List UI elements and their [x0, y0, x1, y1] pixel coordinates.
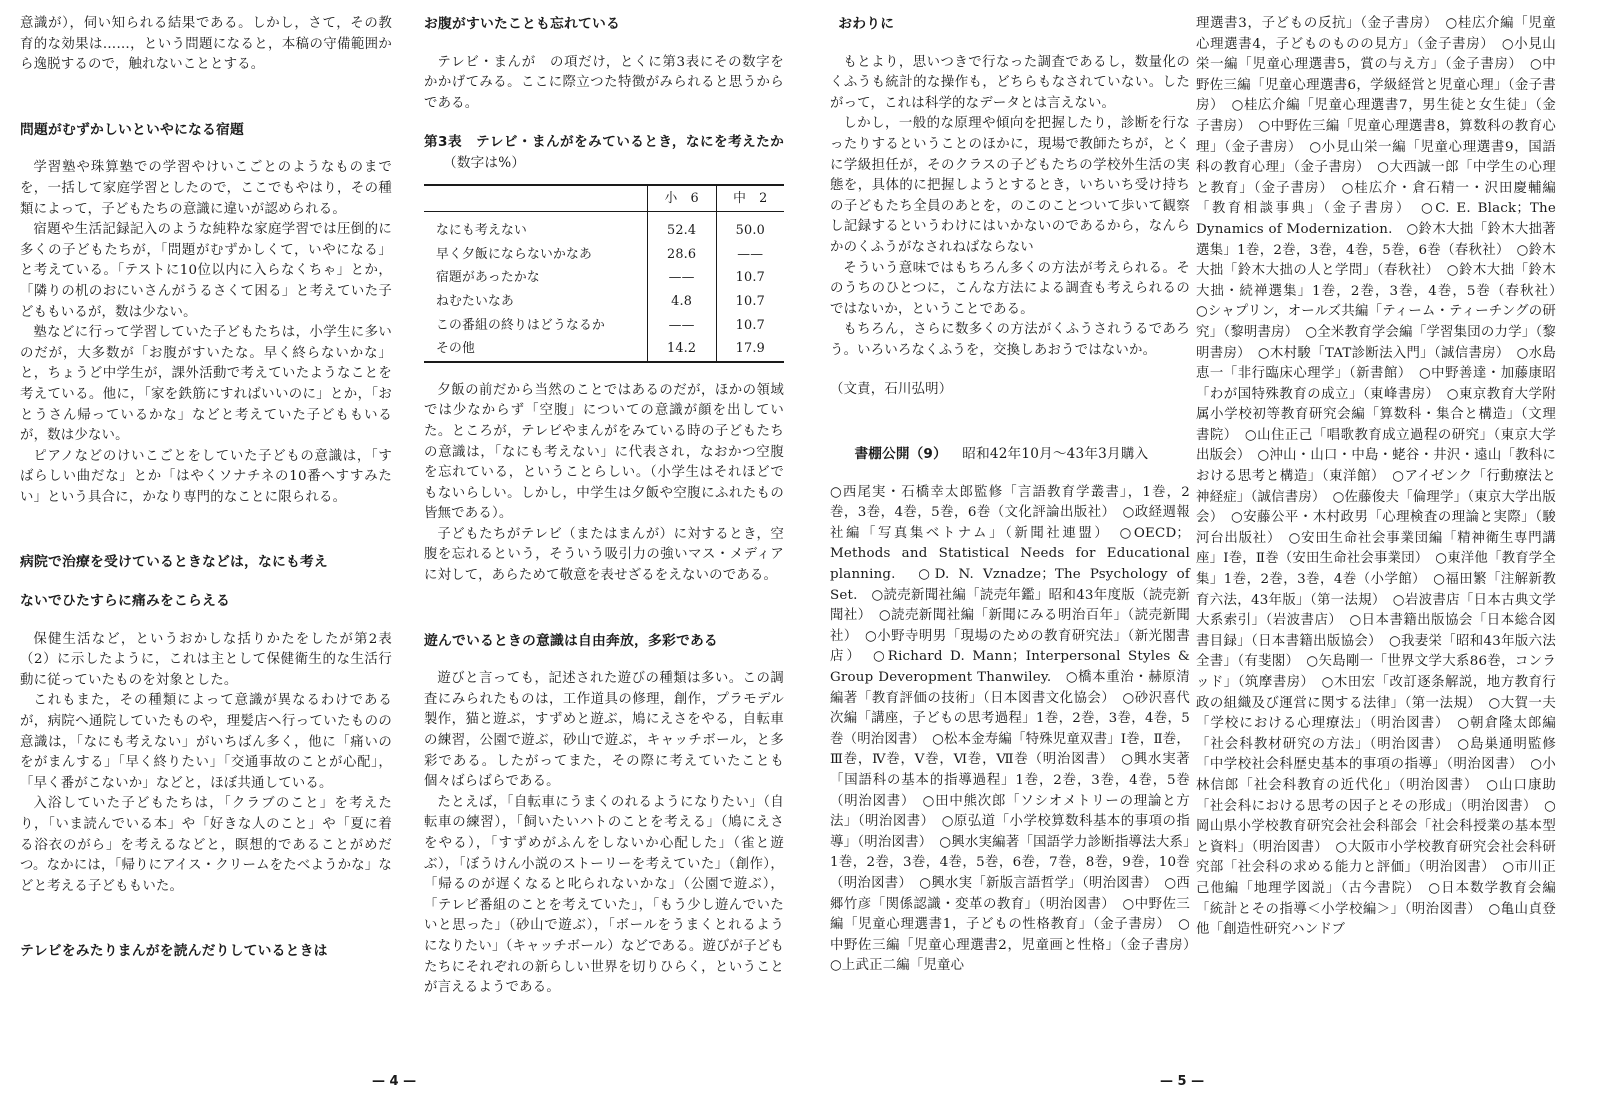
paragraph: これもまた，その種類によって意識が異なるわけであるが，病院へ通院していたものや，理髪店へ行っていたものの意識は，「なにも考えない」がいちばん多く，他に「痛いのをがまんする」「早く終りたい」「交通事故のことが心配」，「早く番がこないか」などと，ほぼ共通している。	[20, 693, 392, 791]
page-number: — 4 —	[372, 1074, 417, 1089]
table-header-cell: 小 6	[647, 185, 716, 212]
paragraph: 入浴していた子どもたちは，「クラブのこと」を考えたり，「いま読んでいる本」や「好きな人のこと」や「夏に着る浴衣のがら」を考えるなどと，瞑想的であることがめだつ。なかには，「帰りにアイス・クリームをたべようかな」などと考える子どももいた。	[20, 796, 392, 894]
table-caption	[424, 132, 784, 173]
page-5	[800, 0, 1600, 1099]
table-cell: 17.9	[716, 337, 784, 362]
paragraph: 学習塾や珠算塾での学習やけいこごとのようなものまでを，一括して家庭学習としたので，ここでもやはり，その種類によって，子どもたちの意識に違いが認められる。	[20, 160, 392, 217]
table-cell: 52.4	[647, 212, 716, 243]
table-cell: ねむたいなあ	[436, 293, 514, 309]
table-cell: 10.7	[716, 290, 784, 314]
table-row	[424, 243, 784, 267]
section-heading-tv: テレビをみたりまんがを読んだりしているときは	[20, 943, 328, 960]
table-row	[424, 290, 784, 314]
section-heading-play: 遊んでいるときの意識は自由奔放，多彩である	[424, 632, 718, 649]
table-header-cell	[424, 185, 647, 212]
paragraph: 保健生活など，というおかしな括りかたをしたが第2表（2）に示したように，これは主として保健衛生的な生活行動に従っていたものを対象とした。	[20, 631, 392, 688]
column-2	[424, 14, 784, 999]
table-row	[424, 212, 784, 243]
section-heading-conclusion: おわりに	[838, 16, 895, 32]
table-title: 第3表 テレビ・まんがをみているとき，なにを考えたか	[424, 134, 784, 151]
table-cell: この番組の終りはどうなるか	[436, 317, 605, 333]
bookshelf-heading	[830, 444, 1190, 465]
paragraph: 宿題や生活記録記入のような純粋な家庭学習では圧倒的に多くの子どもたちが，「問題がむずかしくて，いやになる」と考えている。「テストに10位以内に入らなくちゃ」とか，「隣りの机のおにいさんがうるさくて困る」と考えていた子どももいるが，数は少ない。	[20, 222, 392, 320]
column-3	[830, 14, 1204, 977]
table-cell: 10.7	[716, 266, 784, 290]
table-cell: 4.8	[647, 290, 716, 314]
paragraph: ピアノなどのけいこごとをしていた子どもの意識は，「すばらしい曲だな」とか「はやくソナチネの10番へすすみたい」という具合に，かなり専門的なことに限られる。	[20, 448, 392, 505]
table-cell: 早く夕飯にならないかなあ	[436, 246, 592, 262]
table-row	[424, 266, 784, 290]
paragraph: しかし，一般的な原理や傾向を把握したり，診断を行なったりするということのほかに，現場で教師たちが，とくに学級担任が，そのクラスの子どもたちの学校外生活の実態を，具体的に把握しようとするとき，いちいち受け持ちの子どもたち全員のあとを，のこのことついて歩いて観察し記録するというわけにはいかないのであるから，なんらかのくふうがなされねばならない	[830, 116, 1190, 255]
table-cell: 14.2	[647, 337, 716, 362]
table-cell: 宿題があったかな	[436, 270, 540, 286]
table-header-cell: 中 2	[716, 185, 784, 212]
bookshelf-period: 昭和42年10月～43年3月購入	[962, 446, 1149, 463]
table-cell: なにも考えない	[436, 223, 527, 239]
book-list: ○西尾実・石橋幸太郎監修「言語教育学叢書」，1巻，2巻，3巻，4巻，5巻，6巻（文化評論出版社） ○政経週報社編「写真集ベトナム」（新聞社連盟） ○OECD；Methods and Statistical Needs for Educational planning. ○D. N. Vznadze；The Psychology of Set. ○読売新聞社編「読売年鑑」昭和43年度版（読売新聞社） ○読売新聞社編「新聞にみる明治百年」（読売新聞社） ○小野寺明男「現場のための教育研究法」（新光閣書店） ○Richard D. Mann；Interpersonal Styles & Group Deveropment Thanwiley. ○橋本重治・赫原清編著「教育評価の技術」（日本図書文化協会） ○砂沢喜代次編「講座，子どもの思考過程」1巻，2巻，3巻，4巻，5巻（明治図書） ○松本金寿編「特殊児童双書」Ⅰ巻，Ⅱ巻，Ⅲ巻，Ⅳ巻，Ⅴ巻，Ⅵ巻，Ⅶ巻（明治図書） ○興水実著「国語科の基本的指導過程」1巻，2巻，3巻，4巻，5巻（明治図書） ○田中熊次郎「ソシオメトリーの理論と方法」（明治図書） ○原弘道「小学校算数科基本的事項の指導」（明治図書） ○興水実編著「国語学力診断指導法大系」1巻，2巻，3巻，4巻，5巻，6巻，7巻，8巻，9巻，10巻（明治図書） ○興水実「新版言語哲学」（明治図書） ○西郷竹彦「関係認識・変革の教育」（明治図書） ○中野佐三編「児童心理選書1，子どもの性格教育」（金子書房） ○中野佐三編「児童心理選書2，児童画と性格」（金子書房） ○上武正二編「児童心	[830, 484, 1204, 974]
paragraph: 塾などに行って学習していた子どもたちは，小学生に多いのだが，大多数が「お腹がすいたな。早く終らないかな」と，ちょうど中学生が，課外活動で考えていたようなことを考えている。他に，「家を鉄筋にすればいいのに」とか，「おとうさん帰っているかな」などと考えていた子どももいるが，数は少ない。	[20, 325, 392, 444]
paragraph: そういう意味ではもちろん多くの方法が考えられる。そのうちのひとつに，こんな方法による調査も考えられるのではないか，ということである。	[830, 260, 1190, 317]
section-heading-hospital: 病院で治療を受けているときなどは，なにも考え	[20, 554, 328, 571]
paragraph: 夕飯の前だから当然のことではあるのだが，ほかの領域では少なからず「空腹」についての意識が顔を出していた。ところが，テレビやまんがをみている時の子どもたちの意識は，「なにも考えない」に代表され，なおかつ空腹を忘れている，ということらしい。（小学生はそれほどでもないらしい。しかし，中学生は夕飯や空腹にふれたもの皆無である）。	[424, 382, 784, 522]
table-row	[424, 337, 784, 362]
paragraph: 遊びと言っても，記述された遊びの種類は多い。この調査にみられたものは，工作道具の修理，創作，プラモデル製作，猫と遊ぶ，すずめと遊ぶ，鳩にえさをやる，自転車の練習，公園で遊ぶ，砂山で遊ぶ，キャッチボール，と多彩である。したがってまた，その際に考えていたことも個々ばらばらである。	[424, 671, 784, 790]
table-unit: （数字は%）	[443, 154, 526, 171]
paragraph: もちろん，さらに数多くの方法がくふうされうるであろう。いろいろなくふうを，交換しあおうではないか。	[830, 322, 1190, 358]
table-cell: ——	[647, 314, 716, 338]
book-list-continued: 理選書3，子どもの反抗」（金子書房） ○桂広介編「児童心理選書4，子どものものの見方」（金子書房） ○小見山栄一編「児童心理選書5，賞の与え方」（金子書房） ○中野佐三編「児童心理選書6，学級経営と児童心理」（金子書房） ○桂広介編「児童心理選書7，男生徒と女生徒」（金子書房） ○中野佐三編「児童心理選書8，算数科の教育心理」（金子書房） ○小見山栄一編「児童心理選書9，国語科の教育心理」（金子書房） ○大西誠一郎「中学生の心理と教育」（金子書房） ○桂広介・倉石精一・沢田慶輔編「教育相談事典」（金子書房） ○C. E. Black；The Dynamics of Modernization. ○鈴木大拙「鈴木大拙著選集」1巻，2巻，3巻，4巻，5巻，6巻（春秋社） ○鈴木大拙「鈴木大拙の人と学問」（春秋社） ○鈴木大拙「鈴木大拙・続禅選集」1巻，2巻，3巻，4巻，5巻（春秋社） ○シャプリン，オールズ共編「ティーム・ティーチングの研究」（黎明書房） ○全米教育学会編「学習集団の力学」（黎明書房） ○木村駿「TAT診断法入門」（誠信書房） ○水島恵一「非行臨床心理学」（新書館） ○中野善達・加藤康昭「わが国特殊教育の成立」（東峰書房） ○東京教育大学附属小学校初等教育研究会編「算数科・集合と構造」（文理書院） ○山住正己「唱歌教育成立過程の研究」（東京大学出版会） ○沖山・山口・中島・蛯谷・井沢・遠山「教科における思考と構造」（東洋館） ○アイゼンク「行動療法と神経症」（誠信書房） ○佐藤俊夫「倫理学」（東京大学出版会） ○安藤公平・木村政男「心理検査の理論と実際」（駿河台出版社） ○安田生命社会事業団編「精神衛生専門講座」Ⅰ巻，Ⅱ巻（安田生命社会事業団） ○東洋他「教育学全集」1巻，2巻，3巻，4巻（小学館） ○福田繁「注解新教育六法，43年版」（第一法規） ○岩波書店「日本古典文学大系索引」（岩波書店） ○日本書籍出版協会「日本総合図書目録」（日本書籍出版協会） ○我妻栄「昭和43年版六法全書」（有斐閣） ○矢島剛一「世界文学大系86巻，コンラッド」（筑摩書房） ○木田宏「改訂逐条解説，地方教育行政の組織及び運営に関する法律」（第一法規） ○大賀一夫「学校における心理療法」（明治図書） ○朝倉隆太郎編「社会科教材研究の方法」（明治図書） ○島巣通明監修「中学校社会科歴史基本的事項の指導」（明治図書） ○小林信郎「社会科教育の近代化」（明治図書） ○山口康助「社会科における思考の因子とその形成」（明治図書） ○岡山県小学校教育研究会社会科部会「社会科授業の基本型と資料」（明治図書） ○大阪市小学校教育研究会社会科研究部「社会科の求める能力と評価」（明治図書） ○市川正己他編「地理学図説」（古今書院） ○日本数学教育会編「統計とその指導＜小学校編＞」（明治図書） ○亀山貞登他「創造性研究ハンドブ	[1196, 16, 1570, 938]
section-heading-hunger: お腹がすいたことも忘れている	[424, 16, 620, 32]
page-number: — 5 —	[1160, 1074, 1205, 1089]
paragraph: たとえば，「自転車にうまくのれるようになりたい」（自転車の練習），「飼いたいハトのことを考える」（鳩にえさをやる），「すずめがふんをしないか心配した」（雀と遊ぶ），「ぼうけん小説のストーリーを考えていた」（創作），「帰るのが遅くなると叱られないかな」（公園で遊ぶ），「テレビ番組のことを考えていた」，「もう少し遊んでいたいと思った」（砂山で遊ぶ），「ボールをうまくとれるようになりたい」（キャッチボール）などである。遊びが子どもたちにそれぞれの新らしい世界を切りひらく，ということが言えるようである。	[424, 794, 784, 996]
column-4	[1196, 14, 1570, 941]
table-cell: 28.6	[647, 243, 716, 267]
paragraph: 子どもたちがテレビ（またはまんが）に対するとき，空腹を忘れるという，そういう吸引力の強いマス・メディアに対して，あらためて敬意を表せざるをえないのである。	[424, 526, 784, 584]
author-signature: （文責，石川弘明）	[830, 381, 953, 397]
paragraph: もとより，思いつきで行なった調査であるし，数量化のくふうも統計的な操作も，どちらもなされていない。したがって，これは科学的なデータとは言えない。	[830, 54, 1190, 111]
table-header-row	[424, 185, 784, 212]
table-cell: ——	[647, 266, 716, 290]
paragraph: テレビ・まんが の項だけ，とくに第3表にその数字をかかげてみる。ここに際立つた特徴がみられると思うからである。	[424, 54, 784, 111]
section-heading-hospital-cont: ないでひたすらに痛みをこらえる	[20, 593, 230, 610]
table-cell: その他	[424, 337, 647, 362]
table-cell: 50.0	[716, 212, 784, 243]
column-1	[20, 14, 392, 962]
table-row	[424, 314, 784, 338]
table-cell: ——	[716, 243, 784, 267]
table-3	[424, 184, 784, 363]
bookshelf-title: 書棚公開（9）	[854, 446, 947, 463]
section-heading-homework: 問題がむずかしいといやになる宿題	[20, 121, 244, 138]
intro-paragraph: 意識が），伺い知られる結果である。しかし，さて，その教育的な効果は……，という問題になると，本稿の守備範囲から逸脱するので，触れないこととする。	[20, 16, 392, 73]
table-cell: 10.7	[716, 314, 784, 338]
